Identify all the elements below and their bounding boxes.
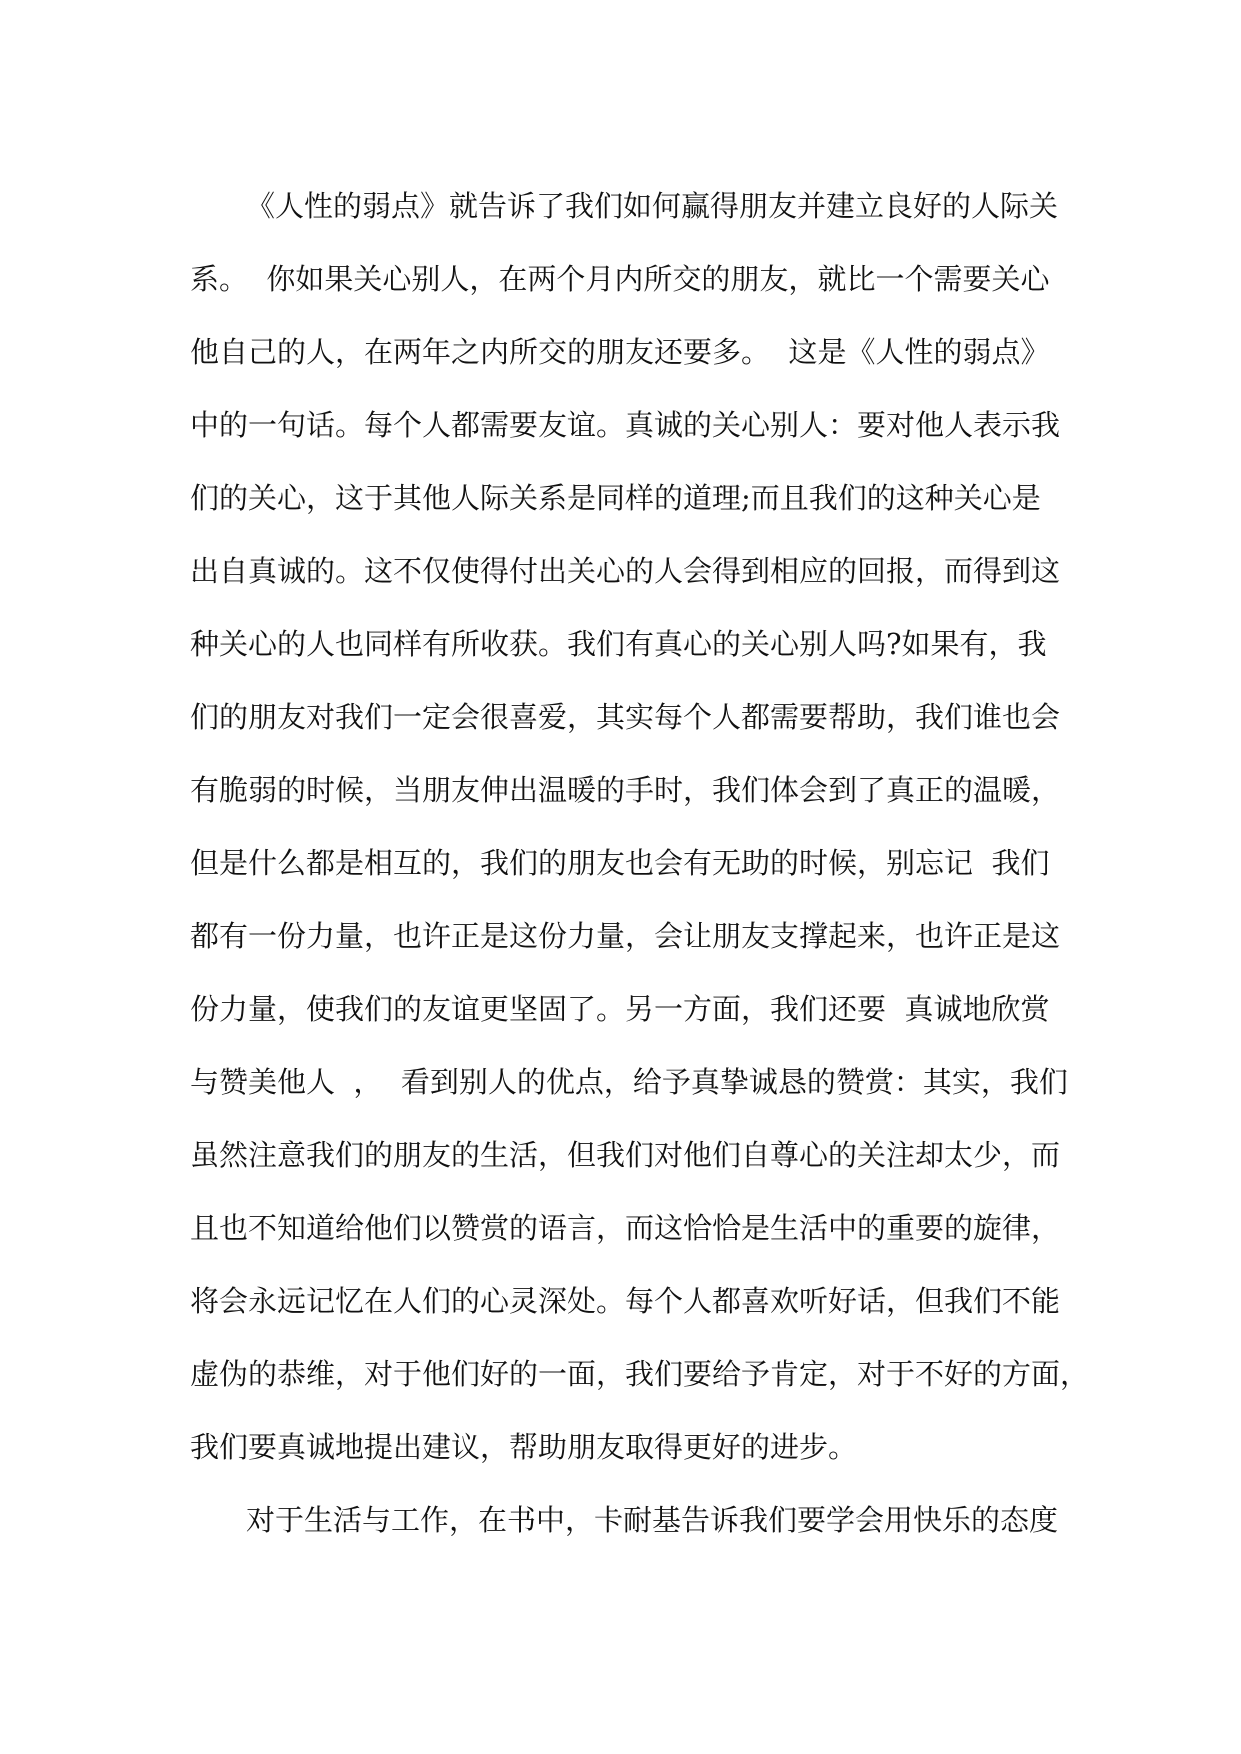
paragraph-line: 我们要真诚地提出建议，帮助朋友取得更好的进步。 [190, 1430, 858, 1464]
paragraph-line: 们的关心，这于其他人际关系是同样的道理;而且我们的这种关心是 [190, 481, 1041, 515]
paragraph-line: 且也不知道给他们以赞赏的语言，而这恰恰是生活中的重要的旋律， [190, 1211, 1061, 1245]
paragraph-line: 虽然注意我们的朋友的生活，但我们对他们自尊心的关注却太少，而 [190, 1138, 1061, 1172]
paragraph-line: 虚伪的恭维，对于他们好的一面，我们要给予肯定，对于不好的方面， [190, 1357, 1090, 1391]
paragraph-line: 份力量，使我们的友谊更坚固了。另一方面，我们还要 真诚地欣赏 [190, 992, 1050, 1026]
paragraph-line: 都有一份力量，也许正是这份力量，会让朋友支撑起来，也许正是这 [190, 919, 1061, 953]
paragraph-line: 有脆弱的时候，当朋友伸出温暖的手时，我们体会到了真正的温暖， [190, 773, 1061, 807]
paragraph-line: 《人性的弱点》就告诉了我们如何赢得朋友并建立良好的人际关 [246, 189, 1059, 223]
paragraph-line: 与赞美他人 ， 看到别人的优点，给予真挚诚恳的赞赏：其实，我们 [190, 1065, 1068, 1099]
body-text [190, 170, 1090, 1557]
paragraph-line: 种关心的人也同样有所收获。我们有真心的关心别人吗?如果有，我 [190, 627, 1047, 661]
paragraph-line: 对于生活与工作，在书中，卡耐基告诉我们要学会用快乐的态度 [246, 1503, 1059, 1537]
paragraph-line: 系。 你如果关心别人，在两个月内所交的朋友，就比一个需要关心 [190, 262, 1050, 296]
paragraph-line: 们的朋友对我们一定会很喜爱，其实每个人都需要帮助，我们谁也会 [190, 700, 1061, 734]
paragraph-line: 将会永远记忆在人们的心灵深处。每个人都喜欢听好话，但我们不能 [190, 1284, 1061, 1318]
paragraph-line: 但是什么都是相互的，我们的朋友也会有无助的时候，别忘记 我们 [190, 846, 1050, 880]
paragraph-line: 中的一句话。每个人都需要友谊。真诚的关心别人：要对他人表示我 [190, 408, 1061, 442]
paragraph-line: 出自真诚的。这不仅使得付出关心的人会得到相应的回报，而得到这 [190, 554, 1061, 588]
paragraph-line: 他自己的人，在两年之内所交的朋友还要多。 这是《人性的弱点》 [190, 335, 1050, 369]
